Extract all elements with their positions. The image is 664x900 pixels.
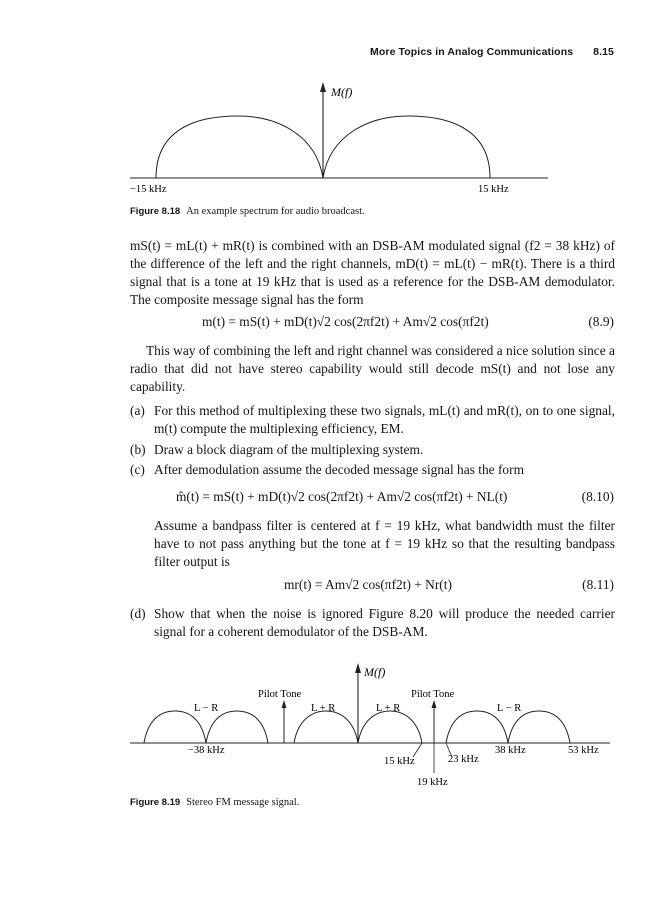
paragraph-intro-text: mS(t) = mL(t) + mR(t) is combined with an DSB-AM modulated signal (f2 = 38 kHz) of the difference of the left and the right channels, mD(t) = mL(t) − mR(t). There is a third signal that is a tone at 19 kHz that is used as a reference for the DSB-AM demodulator. The composite message signal has the form — [130, 238, 615, 307]
pilot-tone-right-label: Pilot Tone — [411, 689, 455, 700]
item-d-text: Show that when the noise is ignored Figure 8.20 will produce the needed carrier signal for a coherent demodulator of the DSB-AM. — [154, 606, 615, 639]
equation-8-11: mr(t) = Am√2 cos(πf2t) + Nr(t) — [284, 577, 452, 592]
figure-8-19-caption — [130, 797, 299, 808]
item-c-text: After demodulation assume the decoded message signal has the form — [154, 462, 524, 477]
tick-38: 38 kHz — [495, 745, 526, 756]
right-diff-lobe-2 — [508, 711, 570, 743]
right-lobe — [323, 116, 490, 178]
exercise-item-c — [130, 461, 615, 479]
magnitude-arrowhead — [320, 82, 326, 92]
figure-8-19-stereo-fm — [0, 655, 664, 795]
equation-8-11-number: (8.11) — [582, 577, 614, 592]
caption-text: Stereo FM message signal. — [186, 797, 300, 808]
magnitude-arrowhead — [355, 663, 361, 673]
tick-19: 19 kHz — [417, 777, 448, 788]
band-right-sum-label: L + R — [376, 703, 401, 714]
left-lobe — [156, 116, 323, 178]
item-b-text: Draw a block diagram of the multiplexing system. — [154, 442, 424, 457]
item-d-marker: (d) — [130, 606, 146, 621]
equation-8-10: m̂(t) = mS(t) + mD(t)√2 cos(2πf2t) + Am√2 cos(πf2t) + NL(t) — [176, 489, 508, 504]
tick-neg38: −38 kHz — [188, 745, 225, 756]
left-pilot-arrowhead — [282, 700, 287, 708]
exercise-item-b — [130, 441, 615, 459]
item-a-text: For this method of multiplexing these two signals, mL(t) and mR(t), on to one signal, m(t) compute the multiplexing efficiency, EM. — [154, 403, 615, 436]
magnitude-label: M(f) — [331, 85, 353, 99]
right-sum-lobe — [358, 711, 422, 743]
tick-23: 23 kHz — [448, 754, 479, 765]
band-left-diff-label: L − R — [194, 703, 219, 714]
caption-label: Figure 8.18 — [130, 206, 181, 217]
item-b-marker: (b) — [130, 442, 146, 457]
item-c-cont-text: Assume a bandpass filter is centered at f = 19 kHz, what bandwidth must the filter have to not pass anything but the tone at f = 19 kHz so that the resulting bandpass filter output is — [154, 518, 615, 569]
item-c-marker: (c) — [130, 462, 145, 477]
running-header — [370, 46, 614, 58]
running-title: More Topics in Analog Communications — [370, 46, 574, 58]
band-left-sum-label: L + R — [311, 703, 336, 714]
paragraph-stereo-compat-text: This way of combining the left and right channel was considered a nice solution since a radio that did not have stereo capability would still decode mS(t) and not lose any capability. — [130, 343, 615, 394]
paragraph-intro — [130, 237, 615, 309]
page-number: 8.15 — [593, 46, 614, 58]
item-a-marker: (a) — [130, 403, 145, 418]
tick-15: 15 kHz — [384, 756, 415, 767]
left-sum-lobe — [294, 711, 358, 743]
pilot-tone-left-label: Pilot Tone — [258, 689, 302, 700]
caption-label: Figure 8.19 — [130, 797, 181, 808]
magnitude-label: M(f) — [364, 665, 386, 679]
caption-text: An example spectrum for audio broadcast. — [186, 206, 365, 217]
tick-neg15: −15 kHz — [130, 184, 167, 195]
leader-15khz — [413, 743, 422, 757]
left-diff-lobe-1 — [144, 711, 206, 743]
tick-53: 53 kHz — [568, 745, 599, 756]
right-diff-lobe-1 — [446, 711, 508, 743]
right-pilot-arrowhead — [432, 700, 437, 708]
exercise-item-d — [130, 605, 615, 641]
tick-15: 15 kHz — [478, 184, 509, 195]
band-right-diff-label: L − R — [497, 703, 522, 714]
figure-8-18-caption — [130, 206, 365, 217]
equation-8-10-number: (8.10) — [581, 489, 614, 504]
equation-8-9-number: (8.9) — [588, 314, 614, 329]
exercise-item-c-continued — [154, 517, 615, 571]
left-diff-lobe-2 — [206, 711, 268, 743]
exercise-item-a — [130, 402, 615, 438]
paragraph-stereo-compat — [130, 342, 615, 396]
figure-8-18-spectrum — [0, 70, 664, 200]
equation-8-9: m(t) = mS(t) + mD(t)√2 cos(2πf2t) + Am√2 cos(πf2t) — [202, 314, 489, 329]
